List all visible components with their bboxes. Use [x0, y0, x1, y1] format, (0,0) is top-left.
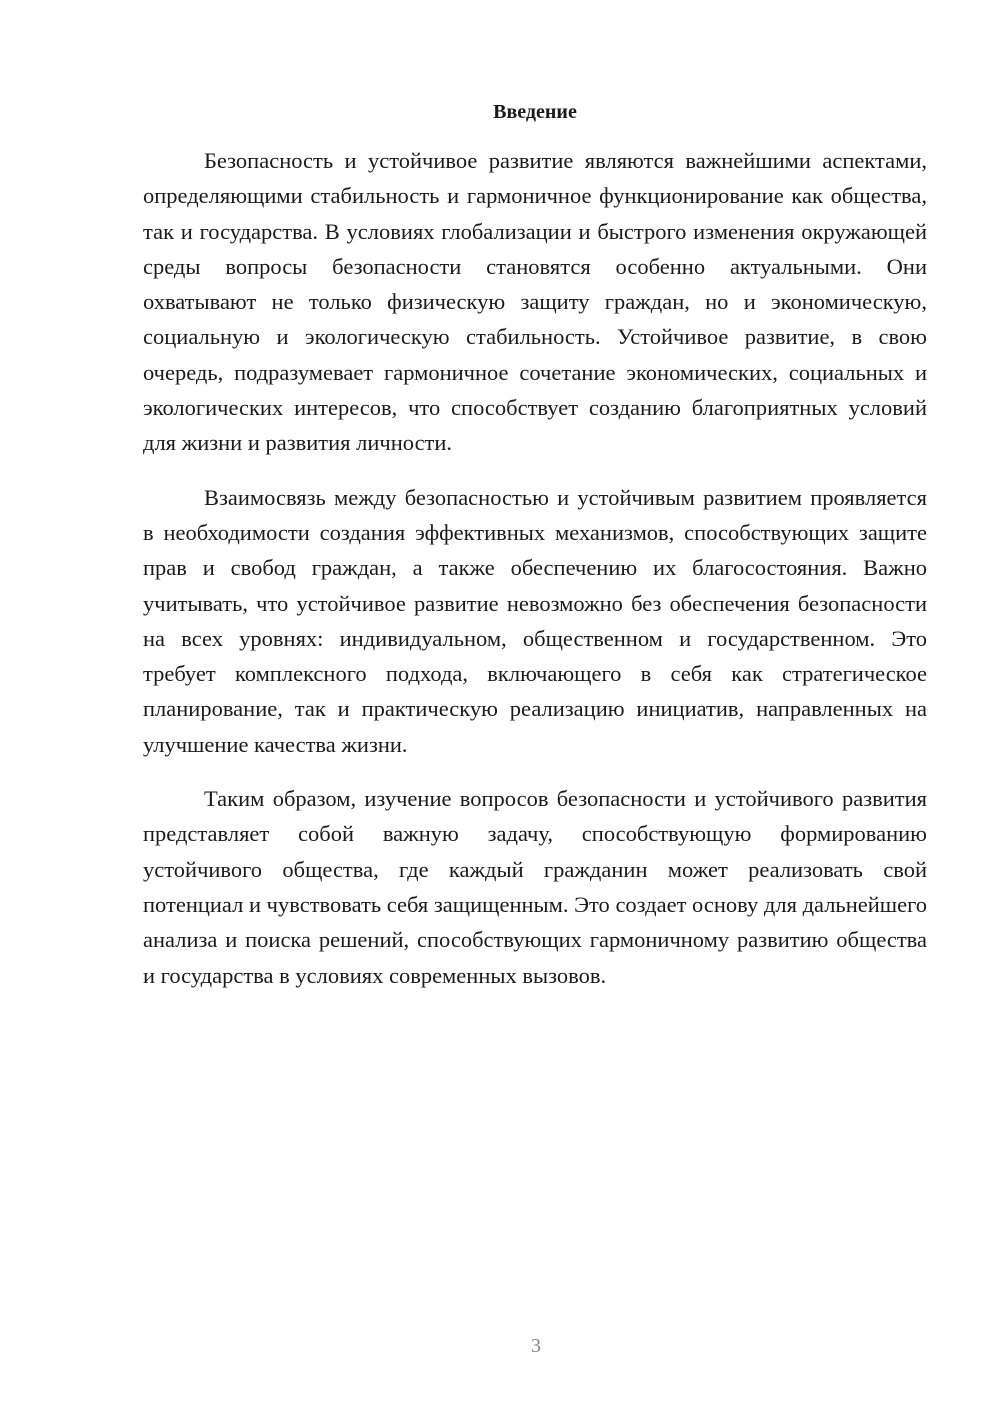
page-number: 3 — [531, 1335, 541, 1357]
paragraph-3: Таким образом, изучение вопросов безопасности и устойчивого развития представляет собой важную задачу, способствующую формированию устойчивого общества, где каждый гражданин может реализовать свой потенциал и чувствовать себя защищенным. Это создает основу для дальнейшего анализа и поиска решений, способствующих гармоничному развитию общества и государства в условиях современных вызовов. — [143, 786, 927, 988]
section-heading: Введение — [493, 101, 577, 123]
paragraph-2: Взаимосвязь между безопасностью и устойчивым развитием проявляется в необходимости создания эффективных механизмов, способствующих защите прав и свобод граждан, а также обеспечению их благосостояния. Важно учитывать, что устойчивое развитие невозможно без обеспечения безопасности на всех уровнях: индивидуальном, общественном и государственном. Это требует комплексного подхода, включающего в себя как стратегическое планирование, так и практическую реализацию инициатив, направленных на улучшение качества жизни. — [143, 484, 927, 757]
body-text — [143, 143, 927, 1012]
paragraph-1: Безопасность и устойчивое развитие являются важнейшими аспектами, определяющими стабильность и гармоничное функционирование как общества, так и государства. В условиях глобализации и быстрого изменения окружающей среды вопросы безопасности становятся особенно актуальными. Они охватывают не только физическую защиту граждан, но и экономическую, социальную и экологическую стабильность. Устойчивое развитие, в свою очередь, подразумевает гармоничное сочетание экономических, социальных и экологических интересов, что способствует созданию благоприятных условий для жизни и развития личности. — [143, 148, 927, 456]
